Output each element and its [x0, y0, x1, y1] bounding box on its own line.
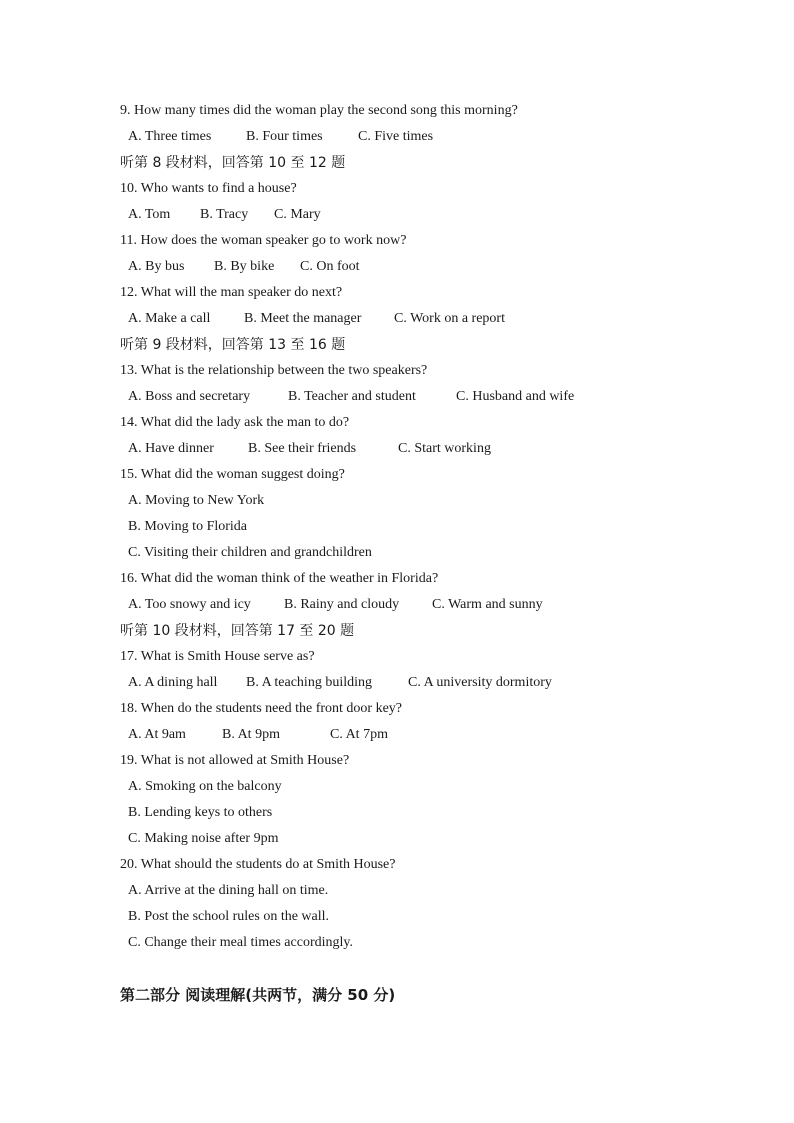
part-two-title: 第二部分 阅读理解(共两节，满分 50 分) [120, 986, 396, 1004]
q14-option-c: C. Start working [398, 441, 491, 456]
q10-option-c: C. Mary [274, 207, 321, 222]
q12-option-c: C. Work on a report [394, 311, 505, 326]
q19-option-c: C. Making noise after 9pm [128, 831, 279, 846]
question-17-options [120, 670, 740, 696]
q20-option-c: C. Change their meal times accordingly. [128, 935, 353, 950]
q15-option-a: A. Moving to New York [128, 493, 265, 508]
q20-option-b: B. Post the school rules on the wall. [128, 909, 330, 924]
q19-option-a: A. Smoking on the balcony [128, 779, 282, 794]
q16-option-b: B. Rainy and cloudy [284, 597, 400, 612]
q19-option-b: B. Lending keys to others [128, 805, 273, 820]
q17-option-c: C. A university dormitory [408, 675, 552, 690]
question-12: 12. What will the man speaker do next? [120, 285, 343, 300]
question-19: 19. What is not allowed at Smith House? [120, 753, 350, 768]
question-13-options [120, 384, 740, 410]
q10-option-b: B. Tracy [200, 207, 249, 222]
question-11: 11. How does the woman speaker go to work now? [120, 233, 407, 248]
q14-option-a: A. Have dinner [128, 441, 214, 456]
section-9-heading: 听第 9 段材料，回答第 13 至 16 题 [120, 337, 346, 353]
question-15: 15. What did the woman suggest doing? [120, 467, 345, 482]
section-8-heading: 听第 8 段材料，回答第 10 至 12 题 [120, 155, 346, 171]
q15-option-b: B. Moving to Florida [128, 519, 248, 534]
q20-option-a: A. Arrive at the dining hall on time. [128, 883, 329, 898]
q11-option-a: A. By bus [128, 259, 185, 274]
q17-option-b: B. A teaching building [246, 675, 372, 690]
q12-option-a: A. Make a call [128, 311, 211, 326]
question-11-options [120, 254, 740, 280]
q16-option-a: A. Too snowy and icy [128, 597, 251, 612]
q10-option-a: A. Tom [128, 207, 171, 222]
question-16-options [120, 592, 740, 618]
q9-option-c: C. Five times [358, 129, 434, 144]
question-17: 17. What is Smith House serve as? [120, 649, 315, 664]
q11-option-c: C. On foot [300, 259, 360, 274]
question-20: 20. What should the students do at Smith House? [120, 857, 396, 872]
question-12-options [120, 306, 740, 332]
question-18: 18. When do the students need the front door key? [120, 701, 403, 716]
question-18-options [120, 722, 740, 748]
q9-option-a: A. Three times [128, 129, 212, 144]
question-9-options [120, 124, 740, 150]
listening-questions [120, 98, 740, 956]
q12-option-b: B. Meet the manager [244, 311, 362, 326]
q13-option-a: A. Boss and secretary [128, 389, 251, 404]
question-16: 16. What did the woman think of the weather in Florida? [120, 571, 439, 586]
q9-option-b: B. Four times [246, 129, 323, 144]
q15-option-c: C. Visiting their children and grandchildren [128, 545, 372, 560]
question-9: 9. How many times did the woman play the second song this morning? [120, 103, 518, 118]
q13-option-c: C. Husband and wife [456, 389, 575, 404]
q13-option-b: B. Teacher and student [288, 389, 416, 404]
q18-option-a: A. At 9am [128, 727, 186, 742]
question-10: 10. Who wants to find a house? [120, 181, 297, 196]
q18-option-c: C. At 7pm [330, 727, 388, 742]
question-14: 14. What did the lady ask the man to do? [120, 415, 350, 430]
q18-option-b: B. At 9pm [222, 727, 280, 742]
q14-option-b: B. See their friends [248, 441, 357, 456]
question-14-options [120, 436, 740, 462]
q11-option-b: B. By bike [214, 259, 275, 274]
q17-option-a: A. A dining hall [128, 675, 218, 690]
question-10-options [120, 202, 740, 228]
section-10-heading: 听第 10 段材料，回答第 17 至 20 题 [120, 623, 355, 639]
question-13: 13. What is the relationship between the two speakers? [120, 363, 428, 378]
q16-option-c: C. Warm and sunny [432, 597, 543, 612]
